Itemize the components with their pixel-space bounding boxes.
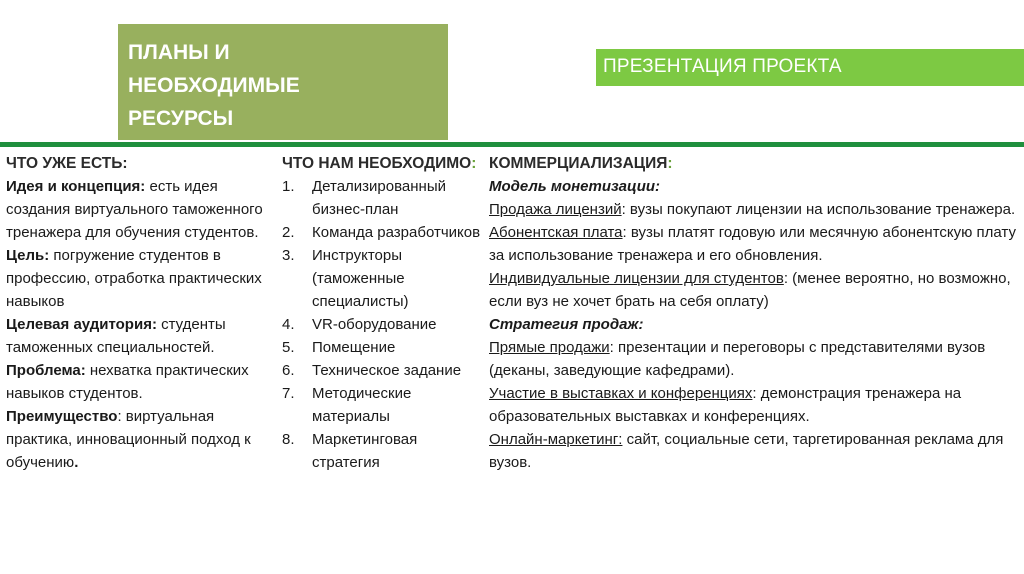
list-item bbox=[282, 313, 482, 336]
commerce-heading-text: КОММЕРЦИАЛИЗАЦИЯ bbox=[489, 155, 668, 172]
monetization-item bbox=[489, 267, 1019, 313]
subtitle-box bbox=[596, 49, 1024, 86]
list-text: Детализированный бизнес-план bbox=[312, 178, 446, 218]
have-heading: ЧТО УЖЕ ЕСТЬ: bbox=[6, 155, 128, 172]
list-text: VR-оборудование bbox=[312, 316, 437, 333]
monetization-label: Абонентская плата bbox=[489, 224, 623, 241]
list-number: 5. bbox=[282, 339, 295, 356]
have-item-audience bbox=[6, 313, 274, 359]
list-number: 1. bbox=[282, 178, 295, 195]
have-item-end: . bbox=[74, 454, 79, 471]
list-text: Техническое задание bbox=[312, 362, 462, 379]
have-column bbox=[6, 152, 274, 474]
strategy-text: : презентации и переговоры с представителями вузов (деканы, заведующие кафедрами). bbox=[489, 339, 986, 379]
have-item-label: Идея и концепция: bbox=[6, 178, 146, 195]
list-text: Команда разработчиков bbox=[312, 224, 481, 241]
list-item bbox=[282, 428, 482, 474]
have-item-idea bbox=[6, 175, 274, 244]
have-item-label: Цель: bbox=[6, 247, 50, 264]
have-item-text: студенты таможенных специальностей. bbox=[6, 316, 226, 356]
list-text: Маркетинговая стратегия bbox=[312, 431, 418, 471]
have-item-goal bbox=[6, 244, 274, 313]
monetization-label: Продажа лицензий bbox=[489, 201, 622, 218]
strategy-text: сайт, социальные сети, таргетированная реклама для вузов. bbox=[489, 431, 1004, 471]
commerce-column bbox=[489, 152, 1019, 474]
list-number: 2. bbox=[282, 224, 295, 241]
list-number: 8. bbox=[282, 431, 295, 448]
list-number: 4. bbox=[282, 316, 295, 333]
list-item bbox=[282, 359, 482, 382]
monetization-text: : вузы покупают лицензии на использование тренажера. bbox=[621, 201, 1016, 218]
monetization-item bbox=[489, 221, 1019, 267]
strategy-label: Участие в выставках и конференциях bbox=[489, 385, 753, 402]
monetization-label: Индивидуальные лицензии для студентов bbox=[489, 270, 784, 287]
monetization-text: : (менее вероятно, но возможно, если вуз не хочет брать на себя оплату) bbox=[489, 270, 1011, 310]
have-item-label: Преимущество bbox=[6, 408, 118, 425]
strategy-item bbox=[489, 428, 1019, 474]
list-text: Методические материалы bbox=[312, 385, 412, 425]
strategy-text: : демонстрация тренажера на образовательных выставках и конференциях. bbox=[489, 385, 962, 425]
list-number: 3. bbox=[282, 247, 295, 264]
monetization-text: : вузы платят годовую или месячную абонентскую плату за использование тренажера и его обновления. bbox=[489, 224, 1016, 264]
strategy-label: Прямые продажи bbox=[489, 339, 610, 356]
have-item-text: погружение студентов в профессию, отработка практических навыков bbox=[6, 247, 262, 310]
list-item bbox=[282, 336, 482, 359]
list-item bbox=[282, 221, 482, 244]
strategy-item bbox=[489, 382, 1019, 428]
list-item bbox=[282, 175, 482, 221]
need-list bbox=[282, 175, 482, 474]
commerce-heading-colon: : bbox=[667, 155, 673, 172]
list-text: Помещение bbox=[312, 339, 396, 356]
page-subtitle: ПРЕЗЕНТАЦИЯ ПРОЕКТА bbox=[603, 56, 842, 77]
page-title: ПЛАНЫ И НЕОБХОДИМЫЕ РЕСУРСЫ bbox=[128, 41, 300, 130]
have-item-text: есть идея создания виртуального таможенного тренажера для обучения студентов. bbox=[6, 178, 263, 241]
need-heading-colon: : bbox=[471, 155, 477, 172]
divider-line bbox=[0, 142, 1024, 147]
list-text: Инструкторы (таможенные специалисты) bbox=[312, 247, 409, 310]
monetization-item bbox=[489, 198, 1019, 221]
have-item-text: : виртуальная практика, инновационный подход к обучению bbox=[6, 408, 251, 471]
commerce-heading bbox=[489, 152, 1019, 175]
need-heading-text: ЧТО НАМ НЕОБХОДИМО bbox=[282, 155, 472, 172]
list-number: 7. bbox=[282, 385, 295, 402]
title-box bbox=[118, 24, 448, 140]
need-column bbox=[282, 152, 482, 474]
have-item-problem bbox=[6, 359, 274, 405]
have-item-advantage bbox=[6, 405, 274, 474]
strategy-label: Онлайн-маркетинг: bbox=[489, 431, 623, 448]
have-item-label: Проблема: bbox=[6, 362, 86, 379]
strategy-title: Стратегия продаж: bbox=[489, 316, 644, 333]
list-number: 6. bbox=[282, 362, 295, 379]
strategy-item bbox=[489, 336, 1019, 382]
need-heading bbox=[282, 152, 482, 175]
list-item bbox=[282, 244, 482, 313]
have-item-label: Целевая аудитория: bbox=[6, 316, 157, 333]
have-item-text: нехватка практических навыков студентов. bbox=[6, 362, 249, 402]
monetization-title: Модель монетизации: bbox=[489, 178, 661, 195]
list-item bbox=[282, 382, 482, 428]
